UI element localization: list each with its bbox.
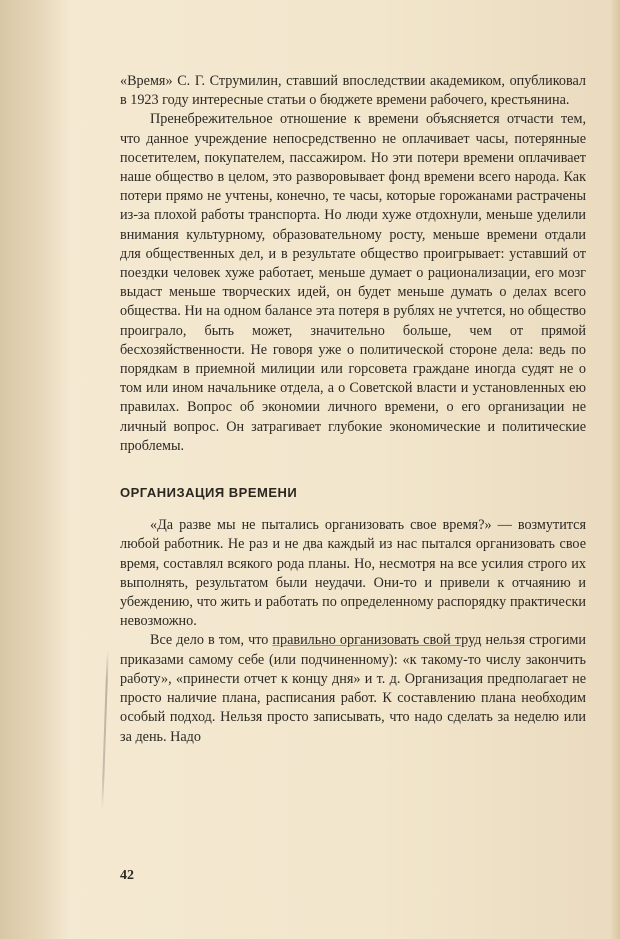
- paragraph-strumilin: «Время» С. Г. Струмилин, ставший впоследствии академиком, опубликовал в 1923 году интересные статьи о бюджете времени рабочего, крестьянина.: [120, 73, 586, 109]
- underlined-phrase: правильно организовать свой труд: [272, 632, 482, 649]
- paragraph-whole-point: [120, 631, 586, 746]
- page-edge-shadow: [610, 0, 620, 939]
- paragraph-disregard-of-time: Пренебрежительное отношение к времени объясняется отчасти тем, что данное учреждение непосредственно не оплачивает часы, потерянные посетителем, покупателем, пассажиром. Но эти потери времени оплачивает наше общество в целом, это разворовывает фонд времени всего народа. Как потери прямо не учтены, конечно, те часы, которые горожанами растрачены из-за плохой работы транспорта. Но люди хуже отдохнули, меньше уделили внимания культурному, образовательному росту, меньше времени отдали для общественных дел, и в результате общество проигрывает: уставший от поездки человек хуже работает, меньше думает о рационализации, его мозг выдаст меньше творческих идей, он будет меньше думать о делах всего общества. Ни на одном балансе эта потеря в рублях не учтется, но общество проиграло, быть может, значительно больше, чем от прямой бесхозяйственности. Не говоря уже о политической стороне дела: ведь по порядкам в приемной милиции или горсовета граждане иногда судят не о том или ином начальнике отдела, а о Советской власти и установленных ею правилах. Вопрос об экономии личного времени, о его организации не личный вопрос. Он затрагивает глубокие экономические и политические проблемы.: [120, 111, 586, 454]
- section-heading: ОРГАНИЗАЦИЯ ВРЕМЕНИ: [120, 485, 298, 501]
- paragraph-tried-to-organize: «Да разве мы не пытались организовать свое время?» — возмутится любой работник. Не раз и не два каждый из нас пытался организовать свое время, составлял всякого рода планы. Но, несмотря на все усилия строго их выполнять, результатом были неудачи. Они-то и привели к отчаянию и убеждению, что жить и работать по определенному распорядку практически невозможно.: [120, 517, 586, 630]
- page-gutter-shadow: [0, 0, 70, 939]
- pencil-margin-mark: [101, 650, 109, 810]
- paragraph-whole-point-rest: нельзя строгими приказами самому себе (или подчиненному): «к такому-то числу закончить работу», «принести отчет к концу дня» и т. д. Организация предполагает не просто наличие плана, расписания работ. К составлению плана необходим особый подход. Нельзя просто записывать, что надо сделать за неделю или за день. Надо: [120, 632, 586, 745]
- page-text-block: [120, 72, 586, 747]
- page-number: 42: [120, 868, 134, 883]
- paragraph-whole-point-start: Все дело в том, что: [150, 632, 273, 649]
